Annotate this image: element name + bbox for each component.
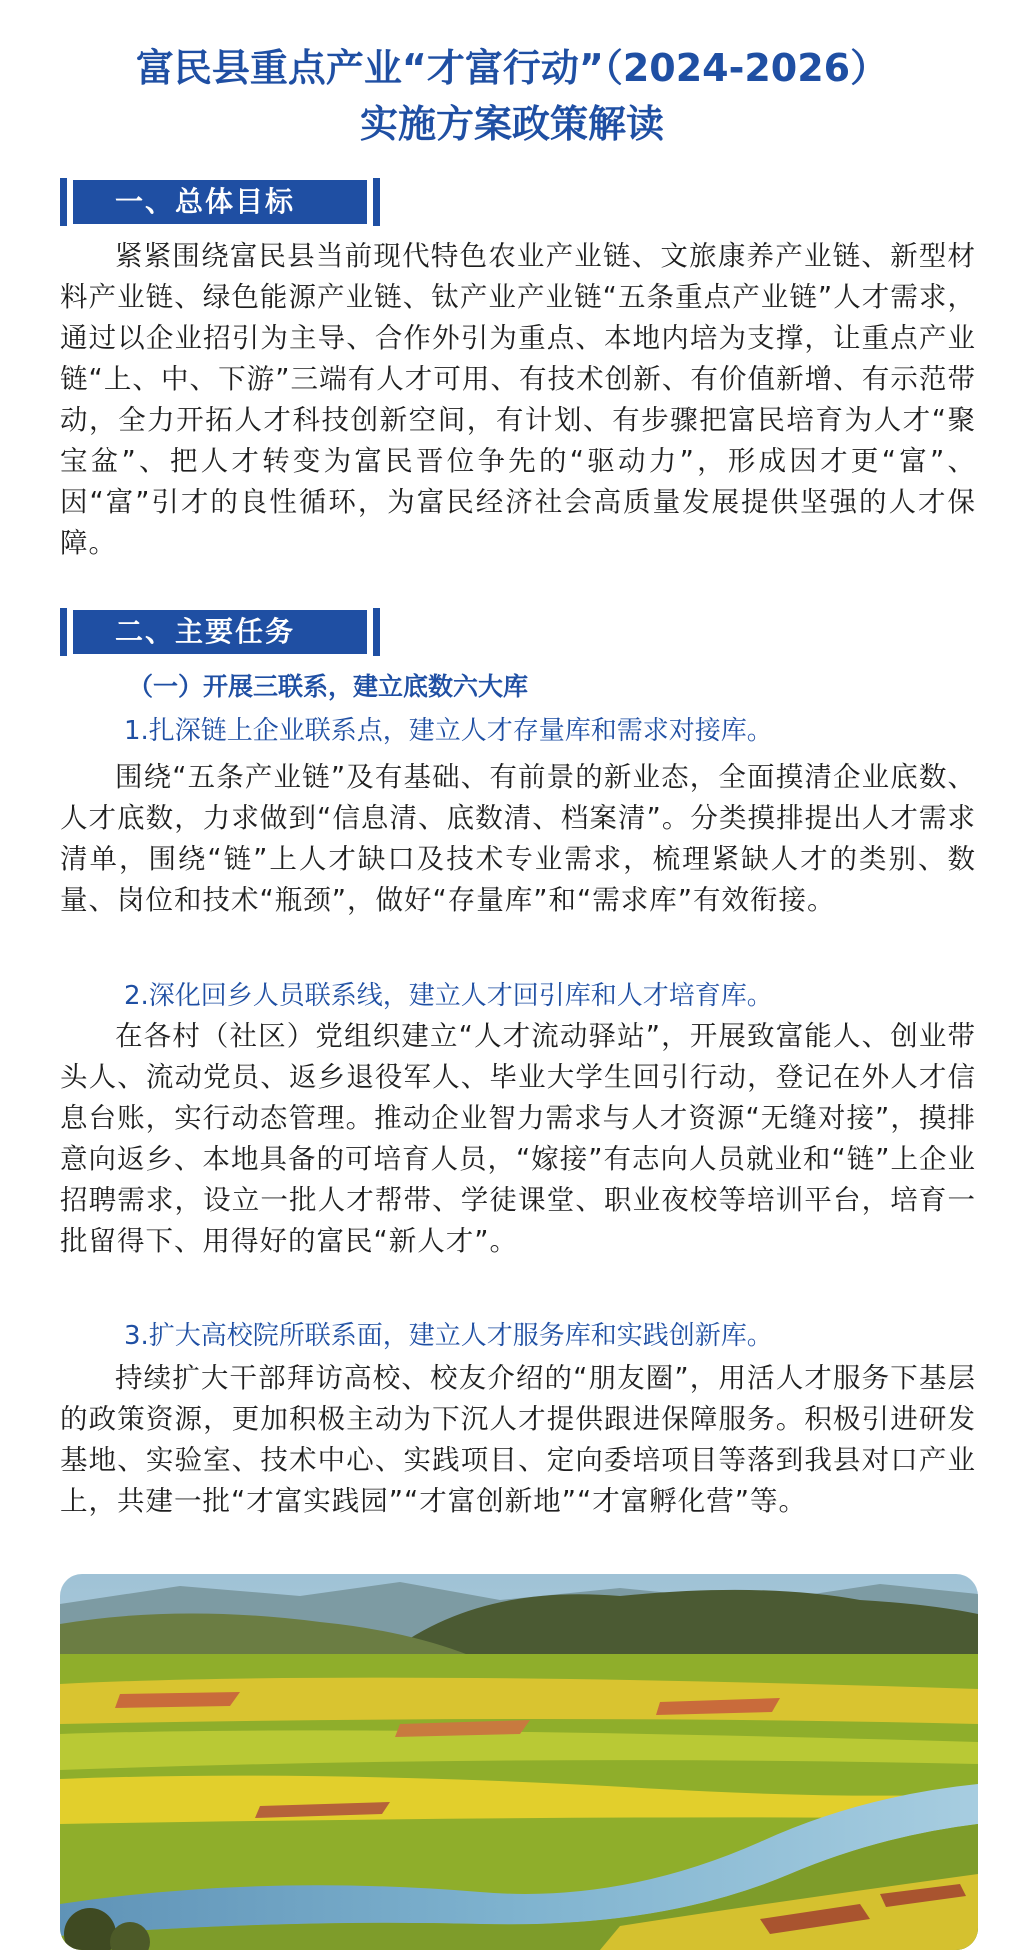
- task-item-3-paragraph: 持续扩大干部拜访高校、校友介绍的“朋友圈”，用活人才服务下基层的政策资源，更加积极主动为下沉人才提供跟进保障服务。积极引进研发基地、实验室、技术中心、实践项目、定向委培项目等落到我县对口产业上，共建一批“才富实践园”“才富创新地”“才富孵化营”等。: [60, 1362, 976, 1517]
- goals-paragraph: 紧紧围绕富民县当前现代特色农业产业链、文旅康养产业链、新型材料产业链、绿色能源产业链、钛产业产业链“五条重点产业链”人才需求，通过以企业招引为主导、合作外引为重点、本地内培为支撑，让重点产业链“上、中、下游”三端有人才可用、有技术创新、有价值新增、有示范带动，全力开拓人才科技创新空间，有计划、有步骤把富民培育为人才“聚宝盆”、把人才转变为富民晋位争先的“驱动力”，形成因才更“富”、因“富”引才的良性循环，为富民经济社会高质量发展提供坚强的人才保障。: [60, 240, 976, 559]
- title-line-2: 实施方案政策解读: [359, 102, 664, 146]
- section-header-label: 一、总体目标: [73, 180, 367, 224]
- header-bar-left: [60, 178, 67, 226]
- task-item-1-heading: 1.扎深链上企业联系点，建立人才存量库和需求对接库。: [124, 716, 773, 746]
- task-item-2-heading: 2.深化回乡人员联系线，建立人才回引库和人才培育库。: [124, 981, 773, 1011]
- header-bar-right: [373, 178, 380, 226]
- section-header-goals: [60, 178, 380, 226]
- page-title: [0, 40, 1024, 152]
- title-line-1: 富民县重点产业“才富行动”（2024-2026）: [135, 46, 889, 90]
- section-header-tasks: [60, 608, 380, 656]
- section-header-label: 二、主要任务: [73, 610, 367, 654]
- landscape-photo: [60, 1574, 978, 1950]
- task-item-1-paragraph: 围绕“五条产业链”及有基础、有前景的新业态，全面摸清企业底数、人才底数，力求做到“信息清、底数清、档案清”。分类摸排提出人才需求清单，围绕“链”上人才缺口及技术专业需求，梳理紧缺人才的类别、数量、岗位和技术“瓶颈”，做好“存量库”和“需求库”有效衔接。: [60, 761, 976, 916]
- task-item-3-heading: 3.扩大高校院所联系面，建立人才服务库和实践创新库。: [124, 1321, 773, 1351]
- task-item-2-paragraph: 在各村（社区）党组织建立“人才流动驿站”，开展致富能人、创业带头人、流动党员、返乡退役军人、毕业大学生回引行动，登记在外人才信息台账，实行动态管理。推动企业智力需求与人才资源“无缝对接”，摸排意向返乡、本地具备的可培育人员，“嫁接”有志向人员就业和“链”上企业招聘需求，设立一批人才帮带、学徒课堂、职业夜校等培训平台，培育一批留得下、用得好的富民“新人才”。: [60, 1020, 976, 1257]
- tasks-subheading: （一）开展三联系，建立底数六大库: [128, 672, 529, 701]
- header-bar-left: [60, 608, 67, 656]
- header-bar-right: [373, 608, 380, 656]
